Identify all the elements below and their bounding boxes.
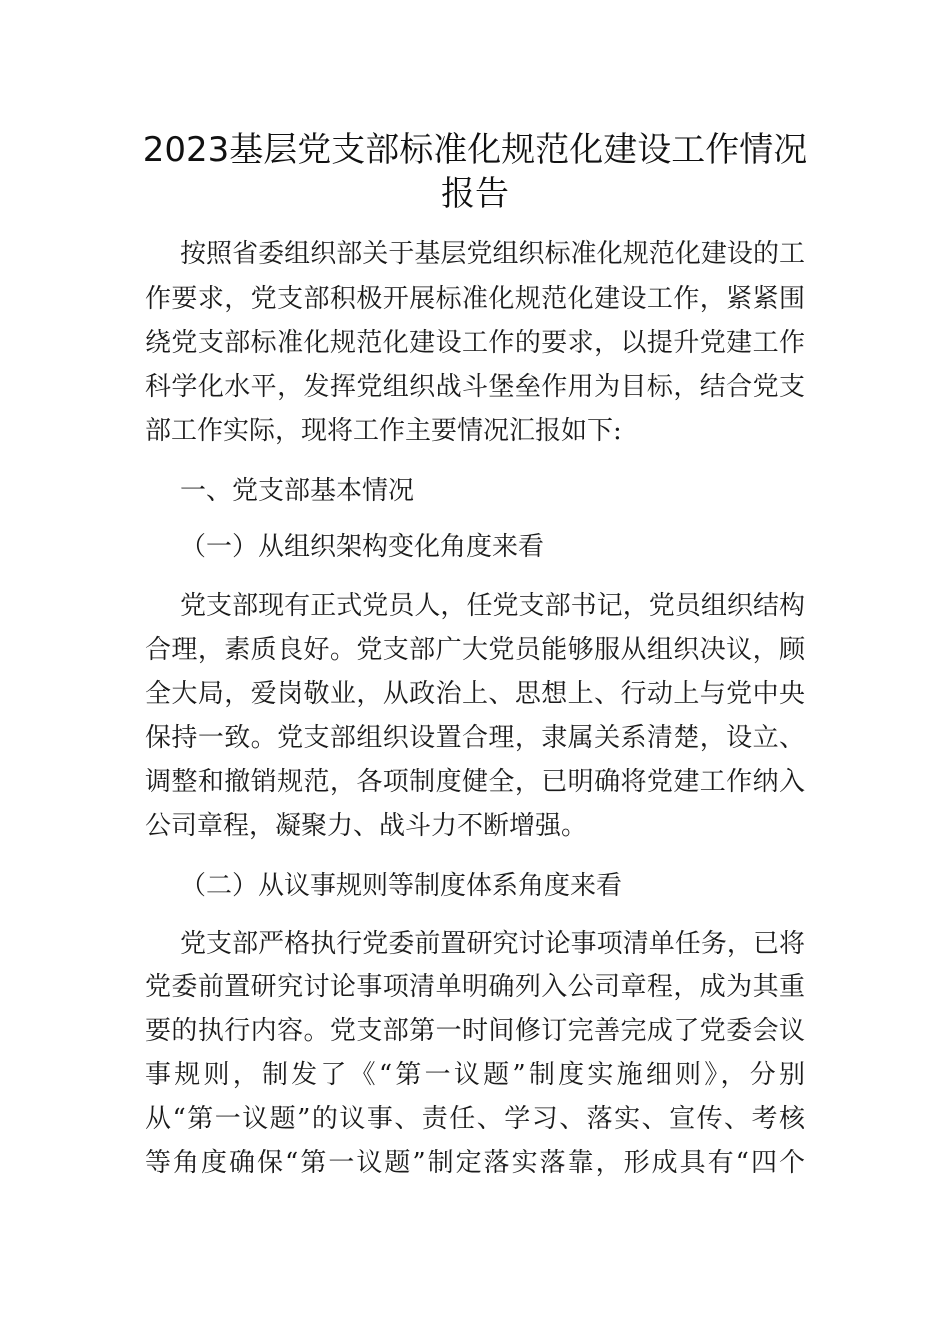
paragraph-line: 全大局，爱岗敬业，从政治上、思想上、行动上与党中央: [145, 679, 805, 709]
paragraph-line: 要的执行内容。党支部第一时间修订完善完成了党委会议: [145, 1016, 805, 1046]
subsection-heading: （一）从组织架构变化角度来看: [180, 532, 545, 562]
paragraph-line: 按照省委组织部关于基层党组织标准化规范化建设的工: [180, 239, 805, 269]
paragraph-line: 科学化水平，发挥党组织战斗堡垒作用为目标，结合党支: [145, 372, 805, 402]
paragraph-line: 事规则，制发了《“第一议题”制度实施细则》，分别: [145, 1060, 805, 1090]
document-title-line-2: 报告: [441, 174, 509, 214]
paragraph-line: 党支部严格执行党委前置研究讨论事项清单任务，已将: [180, 929, 805, 959]
paragraph-line: 公司章程，凝聚力、战斗力不断增强。: [145, 811, 588, 841]
paragraph-line: 党委前置研究讨论事项清单明确列入公司章程，成为其重: [145, 972, 805, 1002]
paragraph-line: 调整和撤销规范，各项制度健全，已明确将党建工作纳入: [145, 767, 805, 797]
paragraph-line: 合理，素质良好。党支部广大党员能够服从组织决议，顾: [145, 635, 805, 665]
paragraph-line: 保持一致。党支部组织设置合理，隶属关系清楚，设立、: [145, 723, 805, 753]
document-title-line-1: 2023基层党支部标准化规范化建设工作情况: [142, 130, 808, 170]
paragraph-line: 作要求，党支部积极开展标准化规范化建设工作，紧紧围: [145, 284, 805, 314]
paragraph-line: 绕党支部标准化规范化建设工作的要求，以提升党建工作: [145, 328, 805, 358]
paragraph-line: 部工作实际，现将工作主要情况汇报如下:: [145, 416, 622, 446]
section-heading: 一、党支部基本情况: [180, 476, 415, 506]
paragraph-line: 从“第一议题”的议事、责任、学习、落实、宣传、考核: [145, 1104, 805, 1134]
paragraph-line: 党支部现有正式党员人，任党支部书记，党员组织结构: [180, 591, 805, 621]
paragraph-line: 等角度确保“第一议题”制定落实落靠，形成具有“四个: [145, 1148, 805, 1178]
subsection-heading: （二）从议事规则等制度体系角度来看: [180, 871, 623, 901]
